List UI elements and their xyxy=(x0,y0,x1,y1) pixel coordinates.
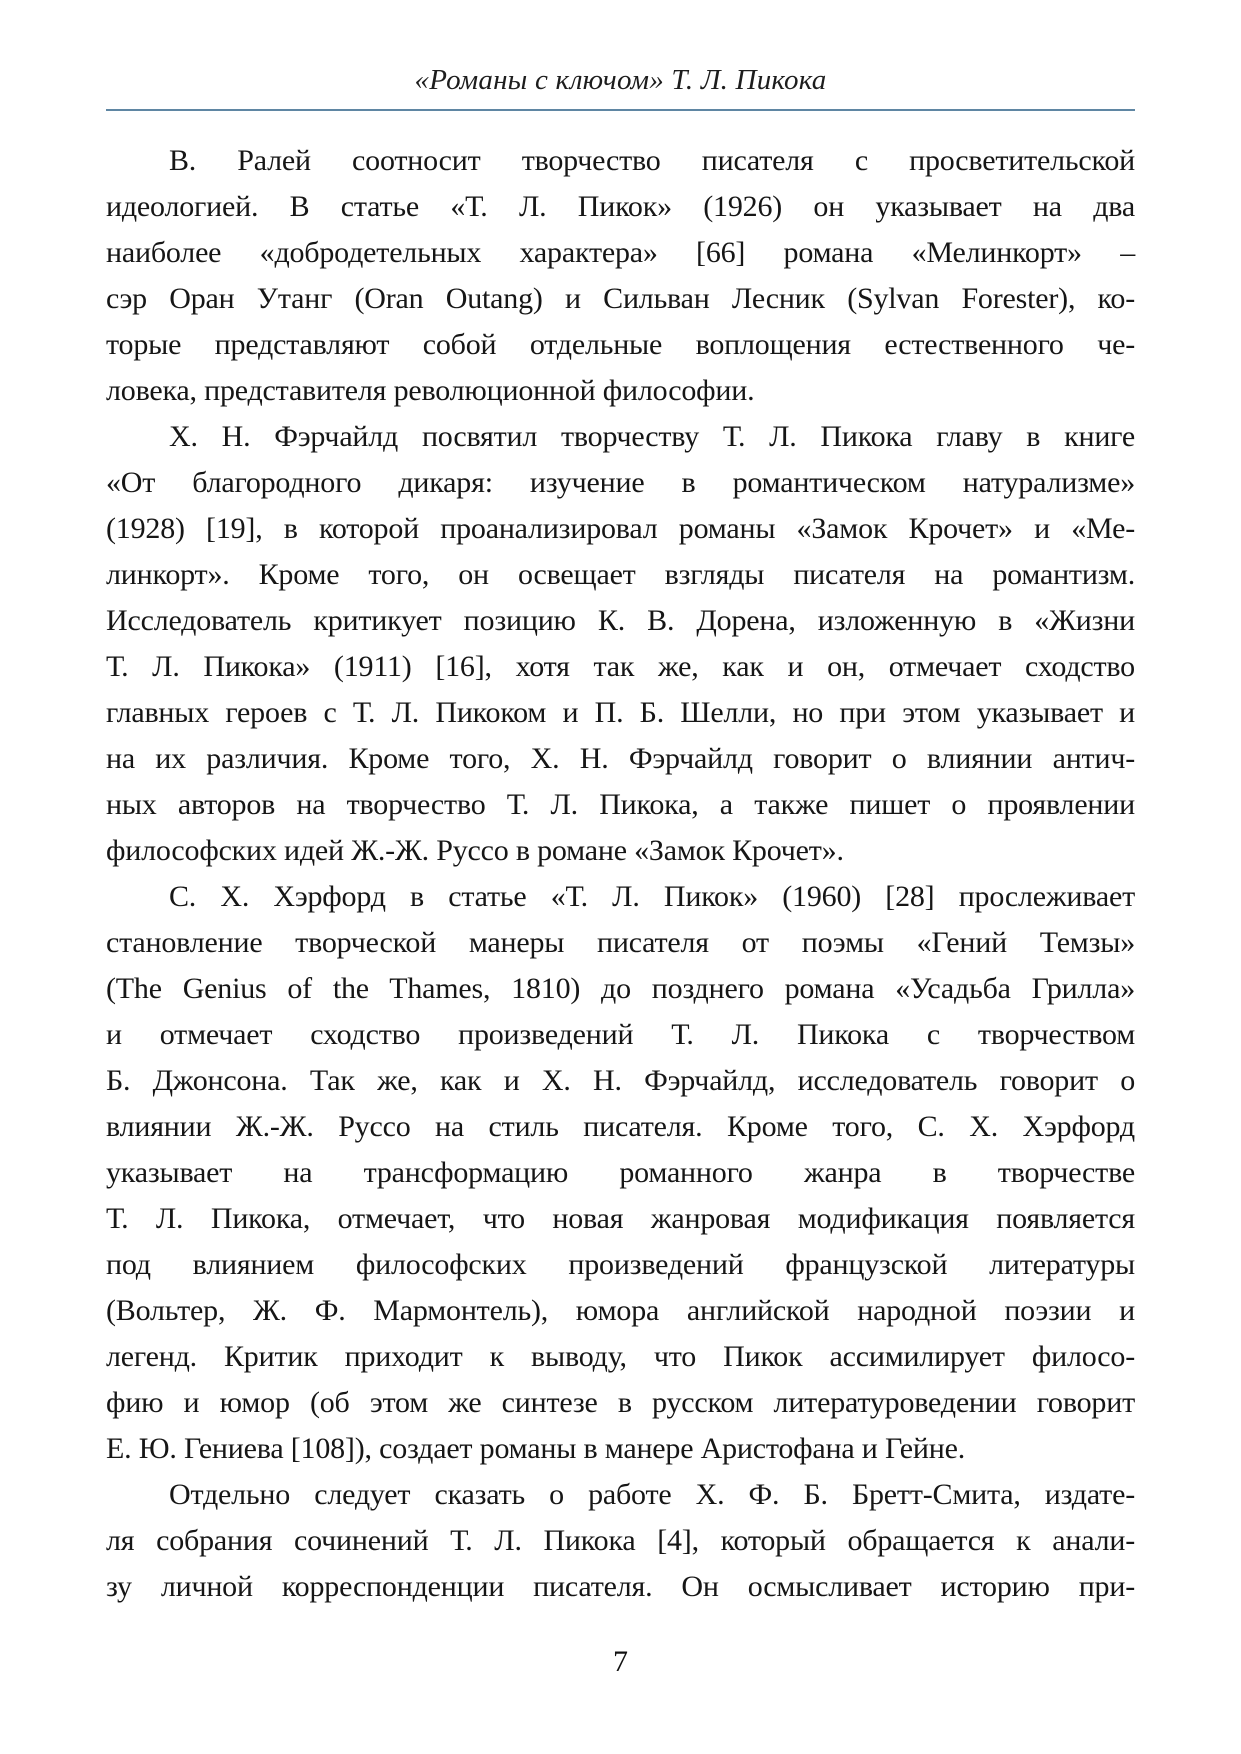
text-line: Отдельно следует сказать о работе Х. Ф. Б. Бретт-Смита, издате- xyxy=(169,1478,1135,1511)
text-line: фию и юмор (об этом же синтезе в русском литературоведении говорит xyxy=(106,1386,1135,1419)
text-line: на их различия. Кроме того, Х. Н. Фэрчайлд говорит о влиянии антич- xyxy=(106,742,1135,775)
text-line: философских идей Ж.-Ж. Руссо в романе «Замок Крочет». xyxy=(106,834,844,867)
text-line: зу личной корреспонденции писателя. Он осмысливает историю при- xyxy=(106,1570,1135,1603)
text-line: наиболее «добродетельных характера» [66] романа «Мелинкорт» – xyxy=(106,236,1135,269)
text-line: Б. Джонсона. Так же, как и Х. Н. Фэрчайлд, исследователь говорит о xyxy=(106,1064,1135,1097)
paragraph xyxy=(106,1472,1135,1610)
text-line: В. Ралей соотносит творчество писателя с просветительской xyxy=(169,144,1135,177)
document-body xyxy=(106,138,1135,1610)
running-header-title: «Романы с ключом» Т. Л. Пикока xyxy=(414,64,827,96)
text-line: торые представляют собой отдельные воплощения естественного че- xyxy=(106,328,1135,361)
text-line: ных авторов на творчество Т. Л. Пикока, а также пишет о проявлении xyxy=(106,788,1135,821)
text-line: Исследователь критикует позицию К. В. Дорена, изложенную в «Жизни xyxy=(106,604,1135,637)
text-line: Т. Л. Пикока» (1911) [16], хотя так же, как и он, отмечает сходство xyxy=(106,650,1135,683)
text-line: линкорт». Кроме того, он освещает взгляды писателя на романтизм. xyxy=(106,558,1135,591)
text-line: сэр Оран Утанг (Oran Outang) и Сильван Лесник (Sylvan Forester), ко- xyxy=(106,282,1135,315)
text-line: (The Genius of the Thames, 1810) до позднего романа «Усадьба Грилла» xyxy=(106,972,1135,1005)
text-line: указывает на трансформацию романного жанра в творчестве xyxy=(106,1156,1135,1189)
text-line: легенд. Критик приходит к выводу, что Пикок ассимилирует филосо- xyxy=(106,1340,1135,1373)
text-line: влиянии Ж.-Ж. Руссо на стиль писателя. Кроме того, С. Х. Хэрфорд xyxy=(106,1110,1135,1143)
text-line: под влиянием философских произведений французской литературы xyxy=(106,1248,1135,1281)
text-line: ловека, представителя революционной философии. xyxy=(106,374,755,407)
text-line: идеологией. В статье «Т. Л. Пикок» (1926) он указывает на два xyxy=(106,190,1135,223)
page-footer xyxy=(106,1642,1135,1682)
page-header xyxy=(106,62,1135,111)
text-line: (Вольтер, Ж. Ф. Мармонтель), юмора английской народной поэзии и xyxy=(106,1294,1135,1327)
text-line: «От благородного дикаря: изучение в романтическом натурализме» xyxy=(106,466,1135,499)
text-line: и отмечает сходство произведений Т. Л. Пикока с творчеством xyxy=(106,1018,1135,1051)
text-line: С. Х. Хэрфорд в статье «Т. Л. Пикок» (1960) [28] прослеживает xyxy=(169,880,1135,913)
text-line: становление творческой манеры писателя от поэмы «Гений Темзы» xyxy=(106,926,1135,959)
paragraph xyxy=(106,414,1135,874)
text-line: ля собрания сочинений Т. Л. Пикока [4], который обращается к анали- xyxy=(106,1524,1135,1557)
header-rule xyxy=(106,109,1135,111)
text-line: Х. Н. Фэрчайлд посвятил творчеству Т. Л. Пикока главу в книге xyxy=(169,420,1135,453)
text-line: Т. Л. Пикока, отмечает, что новая жанровая модификация появляется xyxy=(106,1202,1135,1235)
text-line: главных героев с Т. Л. Пикоком и П. Б. Шелли, но при этом указывает и xyxy=(106,696,1135,729)
paragraph xyxy=(106,874,1135,1472)
paragraph xyxy=(106,138,1135,414)
page-number: 7 xyxy=(613,1645,628,1678)
text-line: (1928) [19], в которой проанализировал романы «Замок Крочет» и «Ме- xyxy=(106,512,1135,545)
text-line: Е. Ю. Гениева [108]), создает романы в манере Аристофана и Гейне. xyxy=(106,1432,966,1465)
